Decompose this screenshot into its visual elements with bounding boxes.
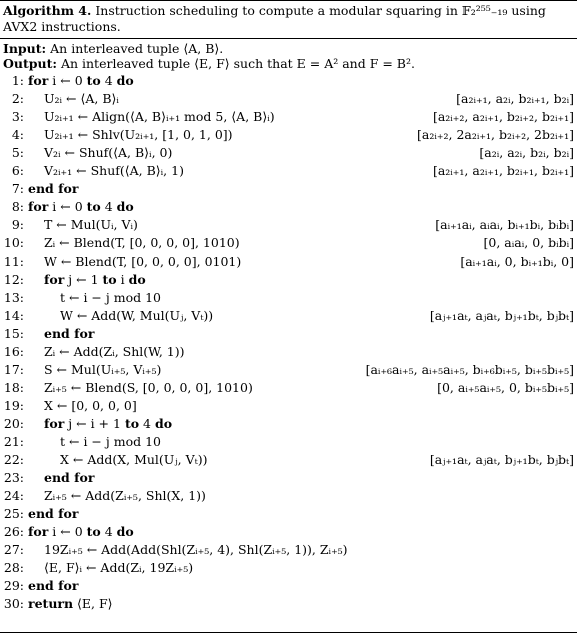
algorithm-line	[0, 451, 577, 468]
line-code	[28, 505, 78, 522]
line-code	[44, 144, 172, 161]
line-number: 22:	[3, 452, 24, 468]
line-number: 19:	[3, 397, 24, 413]
line-number: 14:	[3, 307, 24, 323]
line-comment: [aᵢ₊₁aᵢ, 0, bᵢ₊₁bᵢ, 0]	[460, 253, 574, 269]
line-keyword: for	[28, 524, 49, 540]
line-number: 30:	[3, 596, 24, 612]
line-statement: S ← Mul(Uᵢ₊₅, Vᵢ₊₅)	[44, 361, 162, 377]
line-code	[44, 361, 161, 378]
line-statement: U₂ᵢ₊₁ ← Shlv(U₂ᵢ₊₁, [1, 0, 1, 0])	[44, 127, 233, 143]
caption-label: Algorithm 4.	[3, 3, 92, 18]
line-code	[60, 433, 161, 450]
algorithm-line	[0, 162, 577, 179]
line-comment: [aⱼ₊₁aₜ, aⱼaₜ, bⱼ₊₁bₜ, bⱼbₜ]	[429, 307, 574, 323]
line-code	[28, 198, 134, 215]
line-code	[44, 108, 275, 125]
line-number: 18:	[3, 379, 24, 395]
line-statement: Zᵢ₊₅ ← Add(Zᵢ₊₅, Shl(X, 1))	[44, 488, 206, 504]
line-keyword: end for	[44, 470, 95, 486]
line-number: 12:	[3, 271, 24, 287]
line-code	[44, 216, 138, 233]
line-code	[44, 469, 94, 486]
line-number: 4:	[11, 127, 24, 143]
algorithm-line	[0, 343, 577, 360]
line-number: 13:	[3, 289, 24, 305]
caption-rule	[0, 38, 577, 39]
input-label: Input:	[3, 41, 47, 56]
line-code	[44, 271, 146, 288]
algorithm-line	[0, 325, 577, 342]
algorithm-line	[0, 415, 577, 432]
line-statement: ⟨E, F⟩ᵢ ← Add(Zᵢ, 19Zᵢ₊₅)	[44, 560, 194, 576]
line-code	[44, 126, 233, 143]
line-code	[44, 253, 241, 270]
line-keyword: return	[28, 596, 74, 612]
line-code	[28, 72, 134, 89]
output-label: Output:	[3, 56, 57, 71]
output-text: An interleaved tuple ⟨E, F⟩ such that E = A² and F = B².	[60, 56, 415, 71]
algorithm-caption	[3, 3, 573, 34]
line-keyword: end for	[28, 506, 79, 522]
line-statement: j ← i + 1 to 4 do	[64, 415, 173, 431]
algorithm-line	[0, 198, 577, 215]
algorithm-line	[0, 90, 577, 107]
line-statement: V₂ᵢ ← Shuf(⟨A, B⟩ᵢ, 0)	[44, 145, 173, 161]
line-statement: t ← i − j mod 10	[60, 434, 161, 449]
line-statement: W ← Blend(T, [0, 0, 0, 0], 0101)	[44, 253, 242, 269]
line-number: 17:	[3, 361, 24, 377]
line-keyword: for	[44, 271, 65, 287]
line-code	[44, 90, 119, 107]
line-number: 24:	[3, 488, 24, 504]
line-code	[44, 325, 94, 342]
algorithm-line	[0, 487, 577, 504]
line-statement: Zᵢ ← Add(Zᵢ, Shl(W, 1))	[44, 343, 185, 359]
line-number: 1:	[11, 73, 24, 88]
line-number: 11:	[3, 253, 24, 269]
algorithm-line	[0, 523, 577, 540]
line-statement: i ← 0 to 4 do	[48, 524, 134, 540]
algorithm-line	[0, 397, 577, 414]
algorithm-line	[0, 108, 577, 125]
line-code	[60, 307, 213, 324]
line-statement: j ← 1 to i do	[64, 271, 146, 287]
line-number: 9:	[11, 217, 24, 233]
algorithm-line	[0, 234, 577, 251]
line-code	[28, 595, 113, 612]
line-statement: ⟨E, F⟩	[73, 596, 113, 612]
line-keyword: end for	[28, 181, 79, 197]
algorithm-line	[0, 595, 577, 612]
line-code	[44, 234, 240, 251]
algorithm-line	[0, 72, 577, 89]
line-code	[60, 289, 161, 306]
line-statement: T ← Mul(Uᵢ, Vᵢ)	[44, 217, 138, 233]
line-number: 8:	[11, 199, 24, 215]
line-code	[44, 343, 184, 360]
line-statement: t ← i − j mod 10	[60, 289, 161, 305]
line-number: 7:	[11, 181, 24, 197]
line-number: 5:	[11, 145, 24, 161]
line-code	[44, 379, 253, 396]
line-statement: V₂ᵢ₊₁ ← Shuf(⟨A, B⟩ᵢ, 1)	[44, 163, 184, 179]
line-keyword: for	[28, 199, 49, 215]
input-line	[3, 41, 223, 56]
output-line	[3, 56, 415, 71]
line-statement: Zᵢ ← Blend(T, [0, 0, 0, 0], 1010)	[44, 235, 240, 251]
line-number: 29:	[3, 578, 24, 594]
line-number: 21:	[3, 434, 24, 449]
line-statement: X ← [0, 0, 0, 0]	[44, 397, 137, 413]
line-statement: i ← 0 to 4 do	[48, 199, 134, 215]
line-code	[44, 397, 137, 414]
line-comment: [a₂ᵢ₊₁, a₂ᵢ₊₁, b₂ᵢ₊₁, b₂ᵢ₊₁]	[432, 163, 574, 179]
line-keyword: end for	[44, 325, 95, 341]
algorithm-line	[0, 559, 577, 576]
line-number: 27:	[3, 542, 24, 558]
line-statement: 19Zᵢ₊₅ ← Add(Add(Shl(Zᵢ₊₅, 4), Shl(Zᵢ₊₅, 1)), Zᵢ₊₅)	[44, 542, 348, 558]
line-comment: [a₂ᵢ₊₂, 2a₂ᵢ₊₁, b₂ᵢ₊₂, 2b₂ᵢ₊₁]	[417, 127, 574, 143]
line-number: 2:	[11, 91, 24, 107]
algorithm-line	[0, 216, 577, 233]
algorithm-line	[0, 577, 577, 594]
line-statement: Zᵢ₊₅ ← Blend(S, [0, 0, 0, 0], 1010)	[44, 379, 253, 395]
algorithm-line	[0, 505, 577, 522]
line-code	[44, 487, 206, 504]
algorithm-line	[0, 469, 577, 486]
bottom-rule	[0, 632, 577, 633]
line-code	[28, 180, 78, 197]
top-rule	[0, 0, 577, 1]
line-statement: W ← Add(W, Mul(Uⱼ, Vₜ))	[60, 307, 214, 323]
line-keyword: end for	[28, 578, 79, 594]
line-comment: [a₂ᵢ₊₂, a₂ᵢ₊₁, b₂ᵢ₊₂, b₂ᵢ₊₁]	[432, 109, 574, 125]
line-code	[44, 162, 184, 179]
line-code	[44, 559, 193, 576]
line-statement: X ← Add(X, Mul(Uⱼ, Vₜ))	[60, 452, 208, 468]
algorithm-line	[0, 379, 577, 396]
line-code	[28, 523, 134, 540]
line-code	[60, 451, 207, 468]
line-number: 3:	[11, 109, 24, 125]
algorithm-line	[0, 144, 577, 161]
line-code	[28, 577, 78, 594]
line-comment: [aⱼ₊₁aₜ, aⱼaₜ, bⱼ₊₁bₜ, bⱼbₜ]	[429, 452, 574, 468]
line-number: 6:	[11, 163, 24, 179]
line-statement: U₂ᵢ₊₁ ← Align(⟨A, B⟩ᵢ₊₁ mod 5, ⟨A, B⟩ᵢ)	[44, 109, 275, 125]
line-number: 20:	[3, 415, 24, 431]
algorithm-line	[0, 541, 577, 558]
line-code	[44, 541, 348, 558]
algorithm-line	[0, 126, 577, 143]
line-comment: [aᵢ₊₆aᵢ₊₅, aᵢ₊₅aᵢ₊₅, bᵢ₊₆bᵢ₊₅, bᵢ₊₅bᵢ₊₅]	[365, 361, 574, 377]
line-comment: [aᵢ₊₁aᵢ, aᵢaᵢ, bᵢ₊₁bᵢ, bᵢbᵢ]	[435, 217, 574, 233]
algorithm-line	[0, 361, 577, 378]
caption-text: Instruction scheduling to compute a modular squaring in 𝔽₂²⁵⁵₋₁₉ using AVX2 instructions.	[3, 3, 546, 34]
line-number: 16:	[3, 343, 24, 359]
line-keyword: for	[44, 415, 65, 431]
algorithm-line	[0, 180, 577, 197]
line-comment: [0, aᵢaᵢ, 0, bᵢbᵢ]	[483, 235, 574, 251]
line-number: 23:	[3, 470, 24, 486]
line-comment: [a₂ᵢ, a₂ᵢ, b₂ᵢ, b₂ᵢ]	[479, 145, 574, 161]
line-keyword: for	[28, 73, 49, 88]
algorithm-line	[0, 289, 577, 306]
line-comment: [0, aᵢ₊₅aᵢ₊₅, 0, bᵢ₊₅bᵢ₊₅]	[437, 379, 574, 395]
algorithm-line	[0, 433, 577, 450]
line-number: 25:	[3, 506, 24, 522]
line-comment: [a₂ᵢ₊₁, a₂ᵢ, b₂ᵢ₊₁, b₂ᵢ]	[456, 91, 574, 107]
line-number: 15:	[3, 325, 24, 341]
line-statement: i ← 0 to 4 do	[48, 73, 134, 88]
input-text: An interleaved tuple ⟨A, B⟩.	[50, 41, 224, 56]
algorithm-line	[0, 271, 577, 288]
line-number: 28:	[3, 560, 24, 576]
line-statement: U₂ᵢ ← ⟨A, B⟩ᵢ	[44, 91, 119, 107]
line-number: 26:	[3, 524, 24, 540]
line-code	[44, 415, 172, 432]
line-number: 10:	[3, 235, 24, 251]
algorithm-line	[0, 253, 577, 270]
algorithm-line	[0, 307, 577, 324]
